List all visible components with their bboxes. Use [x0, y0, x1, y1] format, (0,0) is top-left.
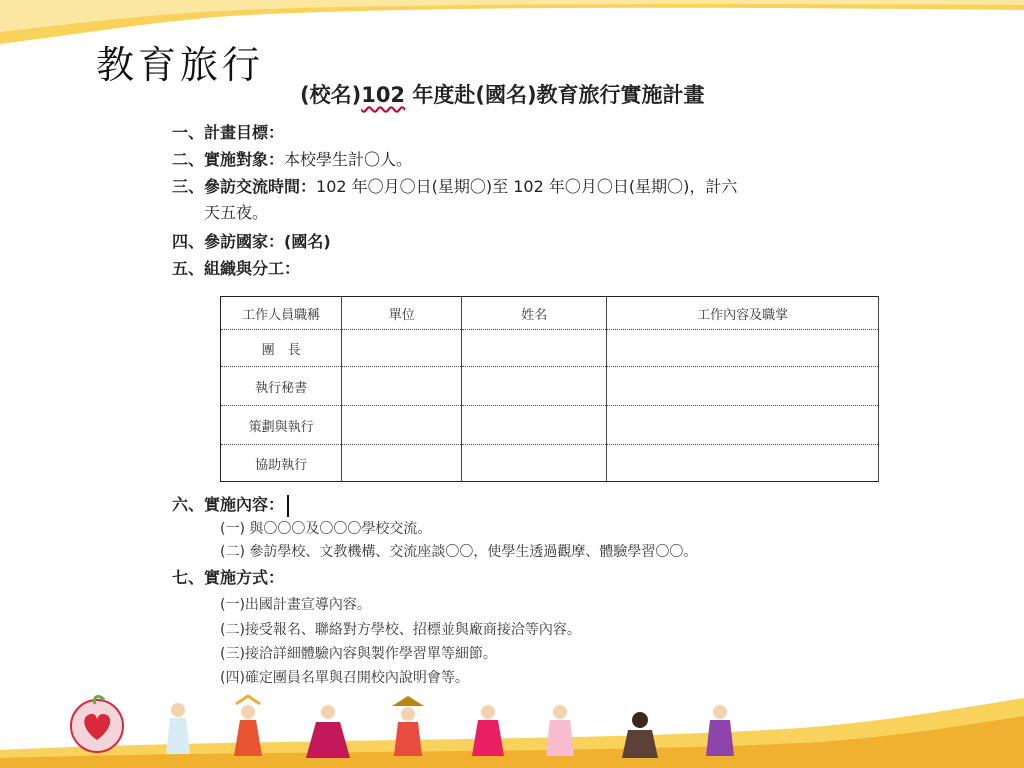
dancer-figure-icon	[622, 712, 658, 758]
section-country	[172, 229, 331, 255]
section-target	[172, 147, 412, 173]
section-label: 三、參訪交流時間：	[172, 177, 317, 196]
section-text: 102 年〇月〇日(星期〇)至 102 年〇月〇日(星期〇)，計六	[316, 177, 738, 196]
table-cell	[607, 330, 879, 367]
table-header-row	[221, 297, 879, 330]
section-text-continued: 天五夜。	[204, 203, 269, 222]
dancer-figure-icon	[472, 705, 504, 756]
table-cell	[342, 367, 462, 406]
organization-table	[220, 296, 879, 482]
decorative-figures	[0, 690, 1024, 768]
list-item: (二)接受報名、聯絡對方學校、招標並與廠商接洽等內容。	[220, 622, 581, 638]
section-text: 本校學生計〇人。	[284, 150, 413, 169]
section-visit-time	[172, 174, 892, 226]
table-header: 工作人員職稱	[221, 297, 342, 330]
table-cell	[462, 367, 607, 406]
text-cursor	[287, 495, 289, 517]
table-cell	[342, 406, 462, 445]
document-title-rest: 年度赴(國名)教育旅行實施計畫	[405, 83, 705, 107]
table-cell	[462, 445, 607, 482]
table-cell: 團 長	[221, 330, 342, 367]
dancer-figure-icon	[306, 705, 350, 758]
dancer-figure-icon	[166, 703, 190, 754]
section-label: 五、組織與分工：	[172, 259, 301, 278]
document-title	[300, 79, 705, 109]
section-plan-goal	[172, 120, 284, 146]
section-label: 七、實施方式：	[172, 568, 285, 587]
section-content	[172, 492, 289, 518]
section-label: 四、參訪國家：(國名)	[172, 232, 331, 251]
table-cell	[342, 445, 462, 482]
table-row	[221, 330, 879, 367]
table-cell: 執行秘書	[221, 367, 342, 406]
document-title-year: 102	[361, 83, 406, 107]
section-label: 六、實施內容：	[172, 495, 285, 514]
dancer-figure-icon	[392, 696, 424, 756]
dancer-figure-icon	[234, 696, 262, 756]
dancer-figure-icon	[706, 705, 734, 756]
table-cell: 策劃與執行	[221, 406, 342, 445]
section-organization	[172, 256, 300, 282]
table-header: 姓名	[462, 297, 607, 330]
list-item: (一)出國計畫宣導內容。	[220, 597, 371, 613]
section-label: 一、計畫目標：	[172, 123, 285, 142]
table-cell	[607, 445, 879, 482]
table-cell	[462, 330, 607, 367]
list-item: (一) 與〇〇〇及〇〇〇學校交流。	[220, 521, 432, 537]
list-item: (三)接洽詳細體驗內容與製作學習單等細節。	[220, 646, 497, 662]
list-item: (二) 參訪學校、文教機構、交流座談〇〇，使學生透過觀摩、體驗學習〇〇。	[220, 544, 698, 560]
heart-logo-icon	[71, 697, 123, 752]
table-header: 單位	[342, 297, 462, 330]
section-method	[172, 565, 284, 591]
table-cell	[462, 406, 607, 445]
document-title-prefix: (校名)	[300, 83, 362, 107]
table-cell	[342, 330, 462, 367]
table-row	[221, 406, 879, 445]
table-cell: 協助執行	[221, 445, 342, 482]
table-cell	[607, 406, 879, 445]
table-row	[221, 367, 879, 406]
slide-title: 教育旅行	[96, 43, 265, 87]
dancer-figure-icon	[546, 705, 574, 756]
section-label: 二、實施對象：	[172, 150, 285, 169]
table-cell	[607, 367, 879, 406]
list-item: (四)確定團員名單與召開校內說明會等。	[220, 670, 469, 686]
table-header: 工作內容及職掌	[607, 297, 879, 330]
table-row	[221, 445, 879, 482]
